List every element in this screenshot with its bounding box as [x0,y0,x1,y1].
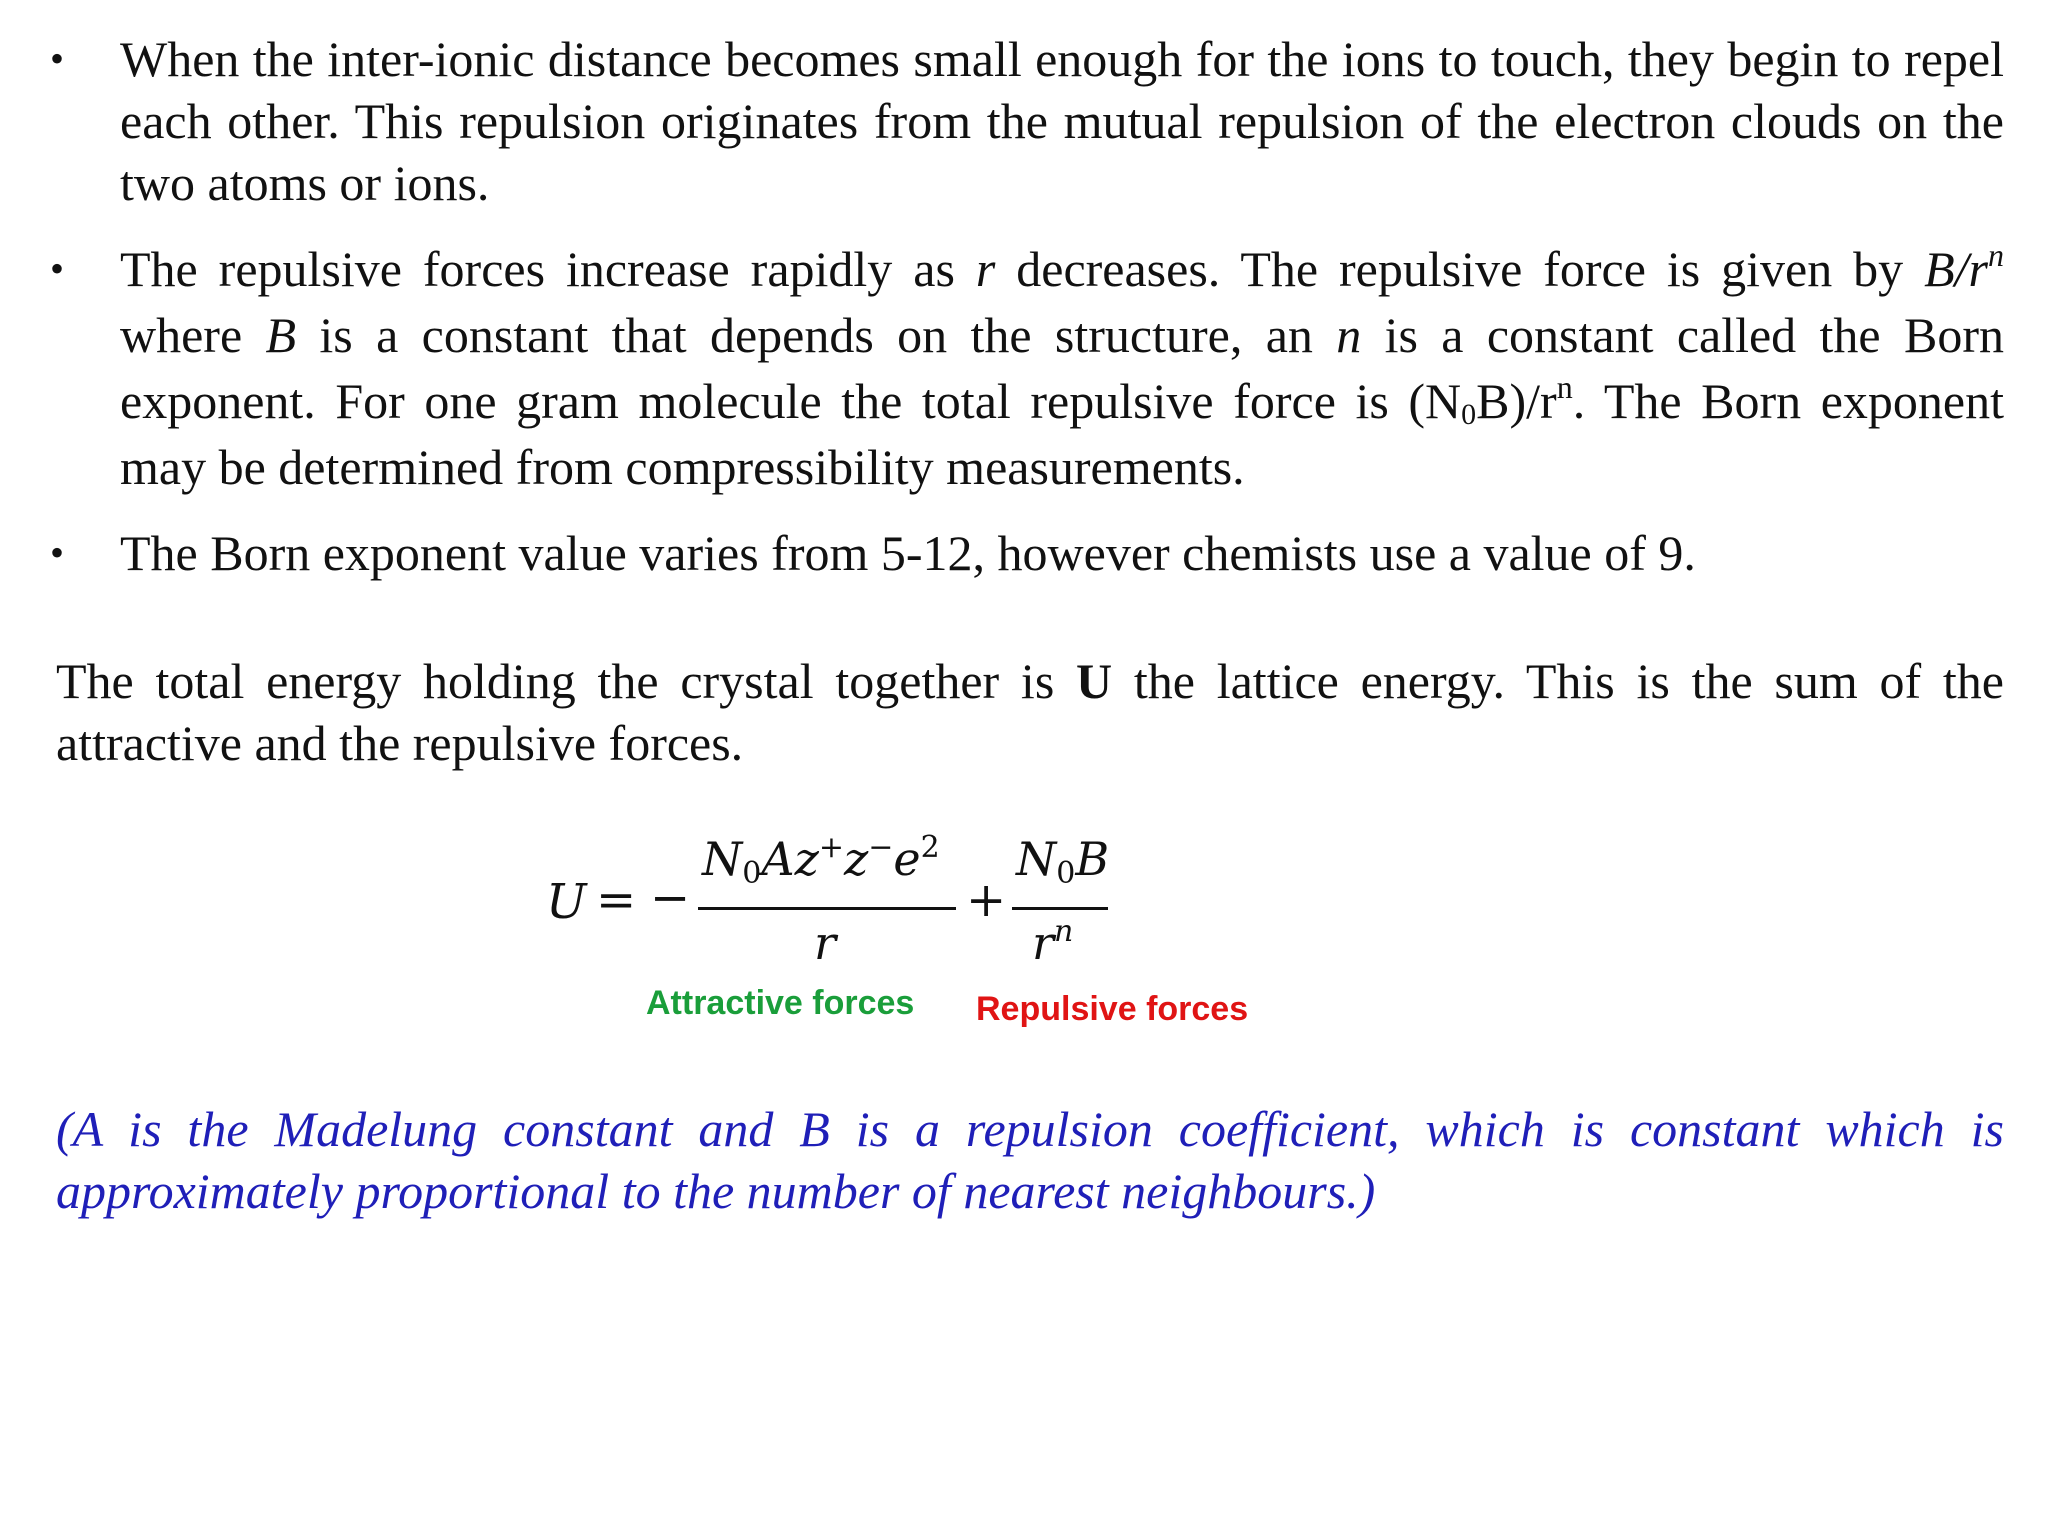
symbol-n: N [702,832,743,886]
bullet-text-part: is a constant called the Born exponent. For one gram molecule the total repulsive force is (N [120,307,2004,429]
repulsive-fraction-denominator [1032,916,1073,970]
bullet-text-part: decreases. The repulsive force is given by [995,241,1925,297]
bullet-dot-icon: • [50,530,65,575]
subscript-zero: 0 [1461,398,1477,431]
bullet-dot-icon: • [50,246,65,291]
bullet-item-born-exponent [40,522,2004,584]
superscript-n: n [1556,369,1573,405]
attractive-fraction-numerator [702,830,940,891]
superscript-n: n [1054,914,1074,949]
variable-r: r [975,241,996,297]
subscript-zero: 0 [742,856,762,891]
variable-b: B [265,307,297,363]
expression-exponent-n: n [1988,237,2004,273]
symbol-a: A [761,832,795,886]
attractive-fraction-denominator: r [814,916,836,970]
bullet-text: When the inter-ionic distance becomes small enough for the ions to touch, they begin to repel each other. This repulsion originates from the mutual repulsion of the electron clouds on the two atoms or ions. [120,31,2004,211]
equation-plus: + [966,872,1007,928]
symbol-z: z [794,832,819,886]
symbol-r: r [1032,916,1054,970]
repulsive-fraction-bar [1012,907,1108,910]
bullet-dot-icon: • [50,36,65,81]
equation-equals: = [596,872,637,928]
lattice-energy-symbol: U [1076,653,1113,709]
variable-n: n [1336,307,1362,363]
bullet-text-part: is a constant that depends on the structure, an [296,307,1337,363]
equation-lhs: U [546,874,587,930]
bullet-text: The Born exponent value varies from 5-12, however chemists use a value of 9. [120,525,1696,581]
superscript-two: 2 [920,830,940,865]
bullet-item-repulsive-force [40,236,2004,500]
bullet-text-part: B)/r [1476,373,1557,429]
bullet-text-part: The repulsive forces increase rapidly as [120,241,976,297]
paragraph-text-part: the lattice energy. This is the sum of the attractive and the repulsive forces. [56,653,2004,771]
repulsive-forces-label: Repulsive forces [976,990,1249,1028]
attractive-fraction-bar [698,907,956,910]
paragraph-text-part: The total energy holding the crystal together is [56,653,1077,709]
symbol-z: z [843,832,869,886]
lattice-energy-equation [546,832,1146,1002]
madelung-note: (A is the Madelung constant and B is a repulsion coefficient, which is constant which is approximately proportional to the number of nearest neighbours.) [56,1101,2004,1219]
superscript-minus: − [868,830,894,865]
expression-b-over-r: B/r [1924,241,1988,297]
symbol-n: N [1016,832,1057,886]
symbol-b: B [1075,832,1110,886]
bullet-text-part: where [120,307,266,363]
symbol-e: e [893,832,921,886]
attractive-forces-label: Attractive forces [646,984,915,1022]
subscript-zero: 0 [1056,856,1076,891]
bullet-text-part: . The Born exponent may be determined from compressibility measurements. [120,373,2005,495]
superscript-plus: + [818,830,844,865]
lattice-energy-paragraph [56,650,2004,774]
bullet-item-repulsion [40,28,2004,214]
equation-minus: − [650,870,691,926]
bullet-list [40,28,2004,606]
repulsive-fraction-numerator [1016,832,1110,891]
